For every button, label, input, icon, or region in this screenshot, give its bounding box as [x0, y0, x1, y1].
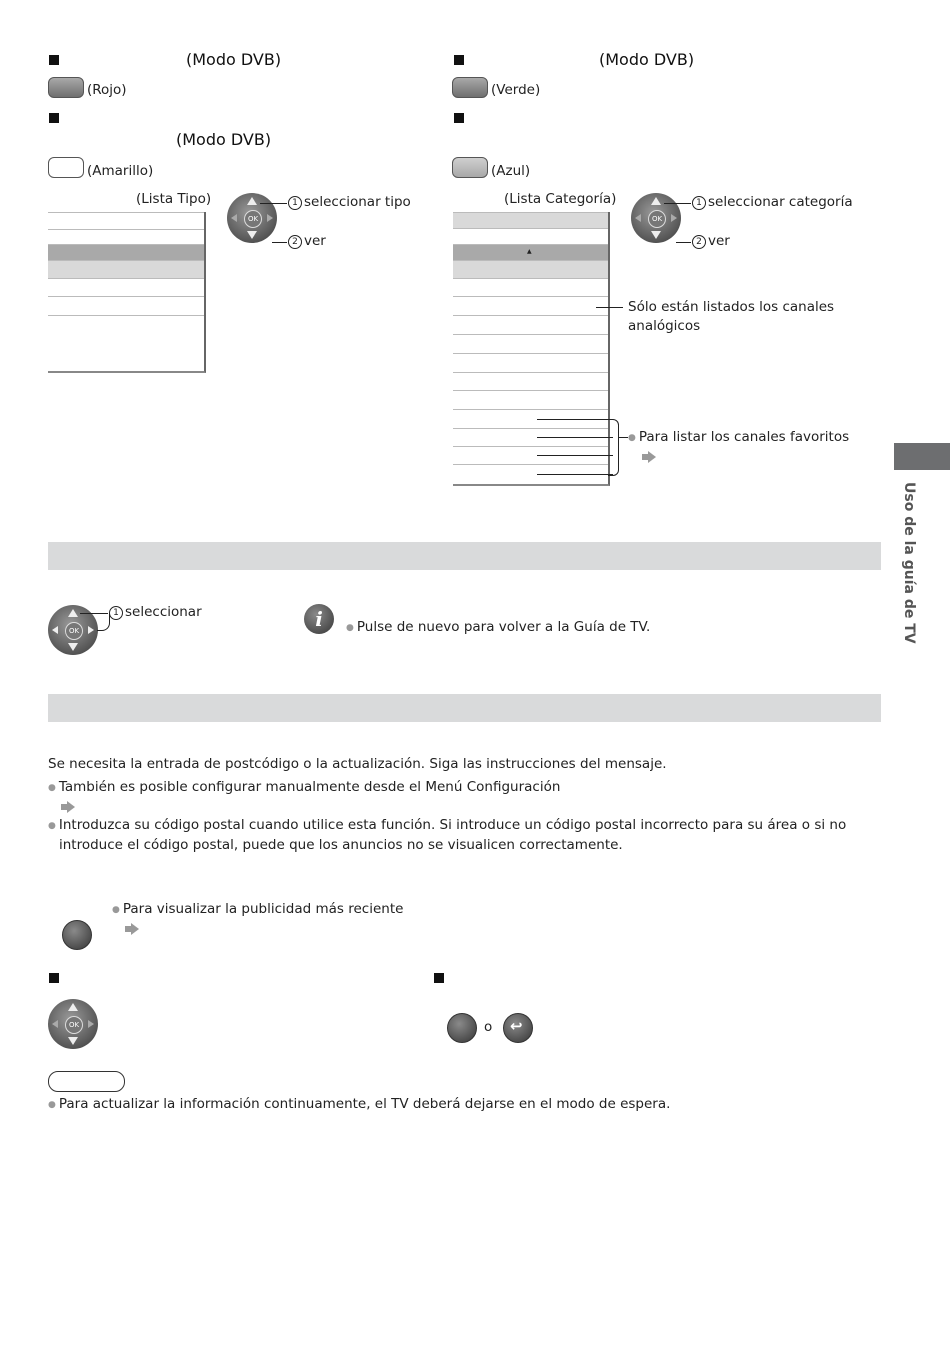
category-list-panel	[453, 212, 610, 486]
down-arrow-icon	[247, 231, 257, 239]
list-item	[453, 353, 608, 372]
note-badge	[48, 1071, 125, 1092]
analog-note-line: Sólo están listados los canales	[628, 299, 835, 315]
leader-line	[272, 242, 287, 243]
red-button-icon	[48, 77, 84, 98]
green-label: (Verde)	[491, 82, 541, 98]
info-icon: i	[304, 604, 334, 634]
yellow-label: (Amarillo)	[87, 163, 154, 179]
side-tab-label	[895, 482, 925, 652]
mode-label: (Modo DVB)	[186, 50, 282, 69]
list-item	[48, 315, 204, 334]
down-arrow-icon	[68, 1037, 78, 1045]
list-item	[453, 278, 608, 297]
green-button-icon	[452, 77, 488, 98]
blue-button-icon	[452, 157, 488, 178]
ok-icon: OK	[65, 1016, 83, 1034]
type-list-title: (Lista Tipo)	[136, 191, 212, 207]
up-arrow-icon	[247, 197, 257, 205]
ok-icon: OK	[648, 210, 666, 228]
ok-icon: OK	[65, 622, 83, 640]
heading-marker	[434, 973, 444, 983]
bracket	[608, 419, 619, 476]
leader-line	[596, 307, 623, 308]
list-item	[453, 334, 608, 353]
blue-label: (Azul)	[491, 163, 531, 179]
list-item	[453, 372, 608, 391]
left-arrow-icon	[231, 214, 237, 222]
step-label: ver	[708, 233, 730, 249]
reference-arrow-icon	[67, 801, 75, 813]
heading-marker	[49, 973, 59, 983]
remote-button-icon	[62, 920, 92, 950]
list-item	[453, 296, 608, 315]
step-view: 2 ver	[288, 233, 326, 249]
or-label: o	[484, 1019, 493, 1035]
category-list-title: (Lista Categoría)	[504, 191, 617, 207]
step-label: seleccionar	[125, 604, 202, 620]
postcode-note-line: ● Introduzca su código postal cuando utilice esta función. Si introduce un código postal incorrecto para su área o si no	[48, 816, 846, 836]
yellow-button-icon	[48, 157, 84, 178]
right-arrow-icon	[671, 214, 677, 222]
heading-marker	[454, 55, 464, 65]
analog-note	[628, 298, 834, 336]
side-tab-marker	[894, 443, 950, 470]
leader-line	[664, 203, 691, 204]
mode-label: (Modo DVB)	[599, 50, 695, 69]
type-list-panel	[48, 212, 206, 373]
list-item	[48, 296, 204, 315]
down-arrow-icon	[651, 231, 661, 239]
analog-note-line: analógicos	[628, 318, 701, 334]
favourites-note: ● Para listar los canales favoritos	[628, 428, 849, 448]
postcode-note	[48, 816, 846, 855]
leader-line	[537, 437, 613, 438]
ok-icon: OK	[244, 210, 262, 228]
navigation-pad-icon	[48, 999, 98, 1049]
mode-label: (Modo DVB)	[176, 130, 272, 149]
leader-line	[260, 203, 287, 204]
step-label: seleccionar tipo	[304, 194, 411, 210]
list-item	[453, 260, 608, 279]
leader-line	[676, 242, 691, 243]
step-label: seleccionar categoría	[708, 194, 853, 210]
leader-line	[618, 437, 628, 438]
up-arrow-icon	[68, 609, 78, 617]
reference-arrow-icon	[131, 923, 139, 935]
up-arrow-icon	[651, 197, 661, 205]
navigation-pad-icon	[631, 193, 681, 243]
section-header-band	[48, 542, 881, 570]
heading-marker	[454, 113, 464, 123]
down-arrow-icon	[68, 643, 78, 651]
heading-marker	[49, 55, 59, 65]
section-header-band	[48, 694, 881, 722]
right-arrow-icon	[88, 1020, 94, 1028]
step-label: ver	[304, 233, 326, 249]
right-arrow-icon	[267, 214, 273, 222]
left-arrow-icon	[52, 626, 58, 634]
left-arrow-icon	[52, 1020, 58, 1028]
step-select-category: 1 seleccionar categoría	[692, 194, 853, 210]
list-item	[453, 390, 608, 409]
latest-ad-note: ● Para visualizar la publicidad más reciente	[112, 900, 403, 920]
up-arrow-icon	[68, 1003, 78, 1011]
leader-line	[537, 455, 613, 456]
postcode-note-line: introduce el código postal, puede que los anuncios no se visualicen correctamente.	[59, 837, 623, 853]
list-item	[453, 212, 608, 229]
postcode-intro: Se necesita la entrada de postcódigo o la actualización. Siga las instrucciones del mensaje.	[48, 756, 667, 772]
standby-note: ● Para actualizar la información continuamente, el TV deberá dejarse en el modo de espera.	[48, 1095, 670, 1115]
return-arrow-icon: ↩	[510, 1017, 523, 1035]
info-note: ● Pulse de nuevo para volver a la Guía de TV.	[346, 618, 650, 638]
list-item	[453, 315, 608, 334]
list-item	[48, 278, 204, 297]
left-arrow-icon	[635, 214, 641, 222]
step-view: 2 ver	[692, 233, 730, 249]
red-label: (Rojo)	[87, 82, 127, 98]
reference-arrow-icon	[648, 451, 656, 463]
heading-marker	[49, 113, 59, 123]
pointer-icon: ▲	[527, 248, 532, 255]
manual-setup-note: ● También es posible configurar manualmente desde el Menú Configuración	[48, 778, 560, 798]
leader-line	[537, 474, 613, 475]
list-item-selected	[453, 244, 608, 261]
side-tab-text: Uso de la guía de TV	[901, 482, 917, 644]
remote-button-icon	[447, 1013, 477, 1043]
list-item	[48, 260, 204, 279]
right-arrow-icon	[88, 626, 94, 634]
step-select: 1 seleccionar	[109, 604, 202, 620]
leader-line	[537, 419, 613, 420]
navigation-pad-icon	[227, 193, 277, 243]
return-button-icon	[503, 1013, 533, 1043]
step-select-type: 1 seleccionar tipo	[288, 194, 411, 210]
